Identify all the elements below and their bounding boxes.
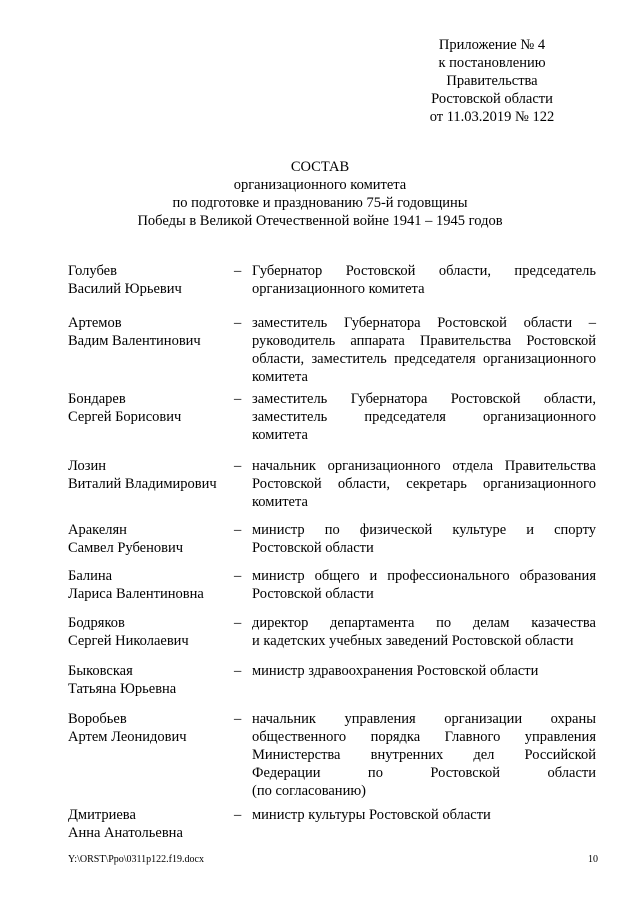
member-role-line: министр общего и профессионального образования [252,568,596,584]
member-role [252,521,596,557]
member-name-line: Анна Анатольевна [68,825,183,841]
title-heading: СОСТАВ [290,159,350,175]
member-name [68,521,234,557]
member-name-line: Бондарев [68,391,126,407]
member-role-line: Министерства внутренних дел Российской [252,747,596,763]
appendix-line: от 11.03.2019 № 122 [429,109,555,125]
member-name [68,806,234,842]
member-row [68,314,596,386]
member-role-line: заместитель Губернатора Ростовской области – [252,315,596,331]
member-name [68,314,234,386]
member-role-line: министр по физической культуре и спорту [252,522,596,538]
dash-separator: – [234,315,242,331]
member-role-line: Губернатор Ростовской области, председатель [252,263,596,279]
dash-separator: – [234,711,242,727]
title-line: организационного комитета [233,177,407,193]
member-name [68,262,234,298]
member-name-line: Артем Леонидович [68,729,187,745]
member-role [252,262,596,298]
member-role [252,390,596,444]
member-name-line: Быковская [68,663,133,679]
dash-separator: – [234,458,242,474]
member-name [68,390,234,444]
member-role-line: начальник организационного отдела Правительства [252,458,596,474]
member-row [68,521,596,557]
dash-separator: – [234,807,242,823]
member-role-line: общественного порядка Главного управления [252,729,596,745]
appendix-line: Правительства [446,73,538,89]
member-name-line: Дмитриева [68,807,136,823]
member-role-line: комитета [252,427,308,443]
member-name-line: Сергей Борисович [68,409,182,425]
document-title [0,158,640,230]
member-role-line: области, заместитель председателя организационного [252,351,596,367]
member-role-line: директор департамента по делам казачества [252,615,596,631]
member-row [68,390,596,444]
member-role-line: министр здравоохранения Ростовской области [252,663,539,679]
page-number: 10 [588,854,598,865]
title-line: Победы в Великой Отечественной войне 1941 – 1945 годов [137,213,503,229]
member-role-line: министр культуры Ростовской области [252,807,491,823]
dash-separator: – [234,263,242,279]
member-name-line: Вадим Валентинович [68,333,201,349]
member-role [252,806,596,842]
member-role-line: начальник управления организации охраны [252,711,596,727]
page-footer [68,854,598,865]
member-role-line: комитета [252,369,308,385]
member-name [68,710,234,800]
member-role-line: и кадетских учебных заведений Ростовской области [252,633,574,649]
member-name-line: Лариса Валентиновна [68,586,204,602]
member-name [68,614,234,650]
dash-separator: – [234,615,242,631]
member-name-line: Голубев [68,263,117,279]
member-row [68,806,596,842]
member-name-line: Виталий Владимирович [68,476,217,492]
member-name-line: Лозин [68,458,106,474]
member-row [68,567,596,603]
member-name [68,662,234,698]
member-role-line: Федерации по Ростовской области [252,765,596,781]
member-name-line: Татьяна Юрьевна [68,681,177,697]
member-name-line: Воробьев [68,711,127,727]
member-role-line: Ростовской области, секретарь организационного [252,476,596,492]
appendix-line: Приложение № 4 [438,37,546,53]
member-role-line: заместитель Губернатора Ростовской области, [252,391,596,407]
member-name-line: Василий Юрьевич [68,281,182,297]
member-name [68,567,234,603]
member-name-line: Артемов [68,315,122,331]
appendix-header [392,36,592,126]
member-role-line: Ростовской области [252,540,374,556]
appendix-line: к постановлению [438,55,546,71]
member-name-line: Балина [68,568,113,584]
title-line: по подготовке и празднованию 75-й годовщины [172,195,468,211]
member-role [252,314,596,386]
member-role [252,710,596,800]
member-name [68,457,234,511]
dash-separator: – [234,391,242,407]
member-row [68,614,596,650]
member-role [252,457,596,511]
member-row [68,710,596,800]
member-role [252,662,596,698]
member-name-line: Аракелян [68,522,127,538]
dash-separator: – [234,568,242,584]
member-role [252,614,596,650]
member-role-line: Ростовской области [252,586,374,602]
member-role-line: (по согласованию) [252,783,366,799]
member-role-line: руководитель аппарата Правительства Ростовской [252,333,596,349]
member-role-line: организационного комитета [252,281,425,297]
member-row [68,262,596,298]
member-row [68,457,596,511]
file-path: Y:\ORST\Ppo\0311p122.f19.docx [68,854,204,865]
member-role-line: комитета [252,494,308,510]
member-row [68,662,596,698]
member-name-line: Сергей Николаевич [68,633,189,649]
member-name-line: Самвел Рубенович [68,540,183,556]
member-name-line: Бодряков [68,615,125,631]
member-role-line: заместитель председателя организационного [252,409,596,425]
appendix-line: Ростовской области [431,91,553,107]
dash-separator: – [234,663,242,679]
dash-separator: – [234,522,242,538]
member-role [252,567,596,603]
